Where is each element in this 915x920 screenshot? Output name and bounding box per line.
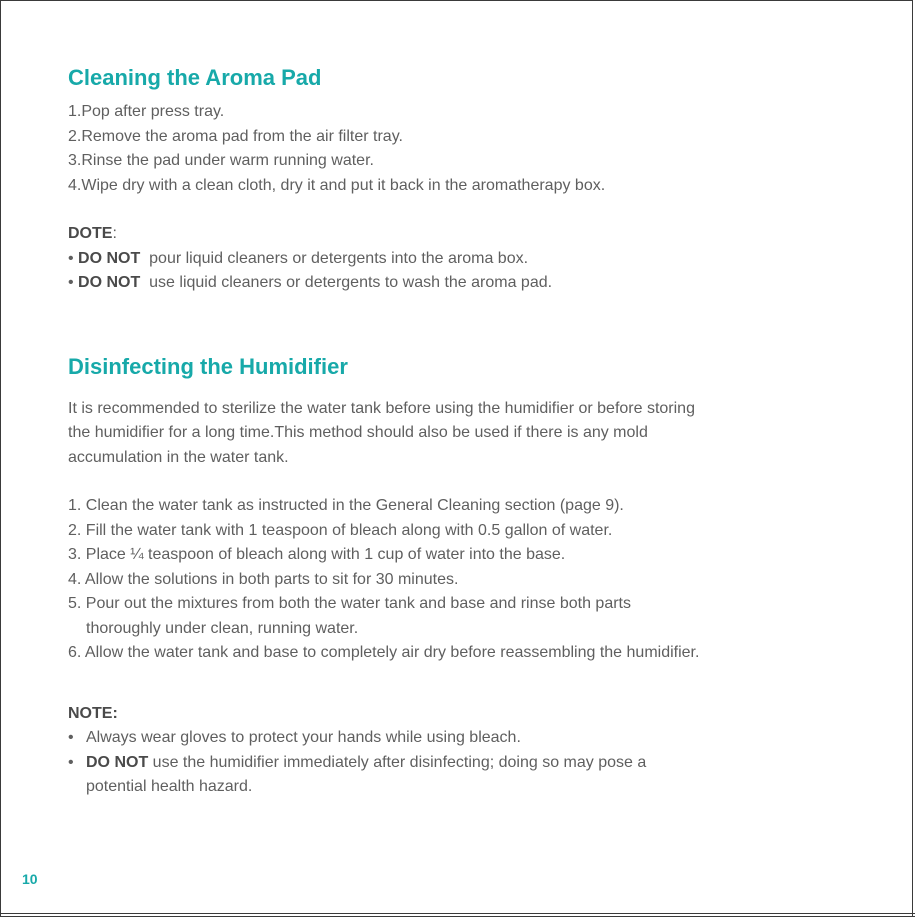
disinfect-note-2-cont: potential health hazard. — [86, 778, 253, 795]
disinfect-note-1-text: Always wear gloves to protect your hands while using bleach. — [86, 729, 521, 746]
section-title-aroma-pad: Cleaning the Aroma Pad — [68, 65, 322, 90]
disinfect-step-6: 6. Allow the water tank and base to completely air dry before reassembling the humidifier. — [68, 644, 700, 661]
disinfect-step-2: 2. Fill the water tank with 1 teaspoon of bleach along with 0.5 gallon of water. — [68, 521, 613, 539]
disinfect-note-2 — [68, 751, 848, 776]
page-number: 10 — [22, 871, 38, 887]
disinfect-note-2-text: use the humidifier immediately after disinfecting; doing so may pose a — [148, 753, 647, 771]
bottom-rule-secondary — [0, 916, 915, 917]
disinfect-step-3: 3. Place ¼ teaspoon of bleach along with 1 cup of water into the base. — [68, 546, 566, 563]
aroma-step-2: 2.Remove the aroma pad from the air filter tray. — [68, 127, 403, 145]
disinfect-step-4: 4. Allow the solutions in both parts to sit for 30 minutes. — [68, 570, 459, 588]
disinfect-intro-line-1: It is recommended to sterilize the water tank before using the humidifier or before storing — [68, 399, 695, 417]
disinfect-note-title: NOTE: — [68, 704, 118, 722]
aroma-note-2 — [68, 271, 848, 296]
bullet-icon: • — [68, 753, 74, 771]
aroma-step-1: 1.Pop after press tray. — [68, 103, 225, 120]
bottom-rule — [0, 913, 915, 914]
disinfect-step-5-cont: thoroughly under clean, running water. — [86, 619, 359, 637]
disinfect-note-2-bold: DO NOT — [86, 753, 149, 771]
disinfect-step-1: 1. Clean the water tank as instructed in the General Cleaning section (page 9). — [68, 497, 624, 514]
aroma-note-title: DOTE — [68, 225, 113, 242]
disinfect-intro-line-2: the humidifier for a long time.This method should also be used if there is any mold — [68, 424, 648, 441]
aroma-note-2-bold: DO NOT — [78, 274, 141, 291]
aroma-step-3: 3.Rinse the pad under warm running water. — [68, 152, 374, 169]
aroma-note-1-text: pour liquid cleaners or detergents into the aroma box. — [140, 249, 529, 267]
disinfect-intro-line-3: accumulation in the water tank. — [68, 448, 289, 466]
aroma-note-1-bold: DO NOT — [78, 249, 141, 267]
disinfect-note-1 — [68, 726, 848, 751]
section-title-disinfecting: Disinfecting the Humidifier — [68, 353, 348, 379]
bullet-icon: • — [68, 729, 74, 746]
disinfect-step-5: 5. Pour out the mixtures from both the water tank and base and rinse both parts — [68, 595, 631, 612]
aroma-note-heading — [68, 222, 848, 247]
aroma-note-2-text: use liquid cleaners or detergents to wash the aroma pad. — [140, 274, 553, 291]
aroma-note-colon: : — [112, 225, 117, 242]
bullet-icon: • — [68, 249, 79, 267]
aroma-note-1 — [68, 247, 848, 272]
bullet-icon: • — [68, 274, 79, 291]
aroma-step-4: 4.Wipe dry with a clean cloth, dry it and put it back in the aromatherapy box. — [68, 176, 606, 194]
page-content — [68, 62, 848, 800]
